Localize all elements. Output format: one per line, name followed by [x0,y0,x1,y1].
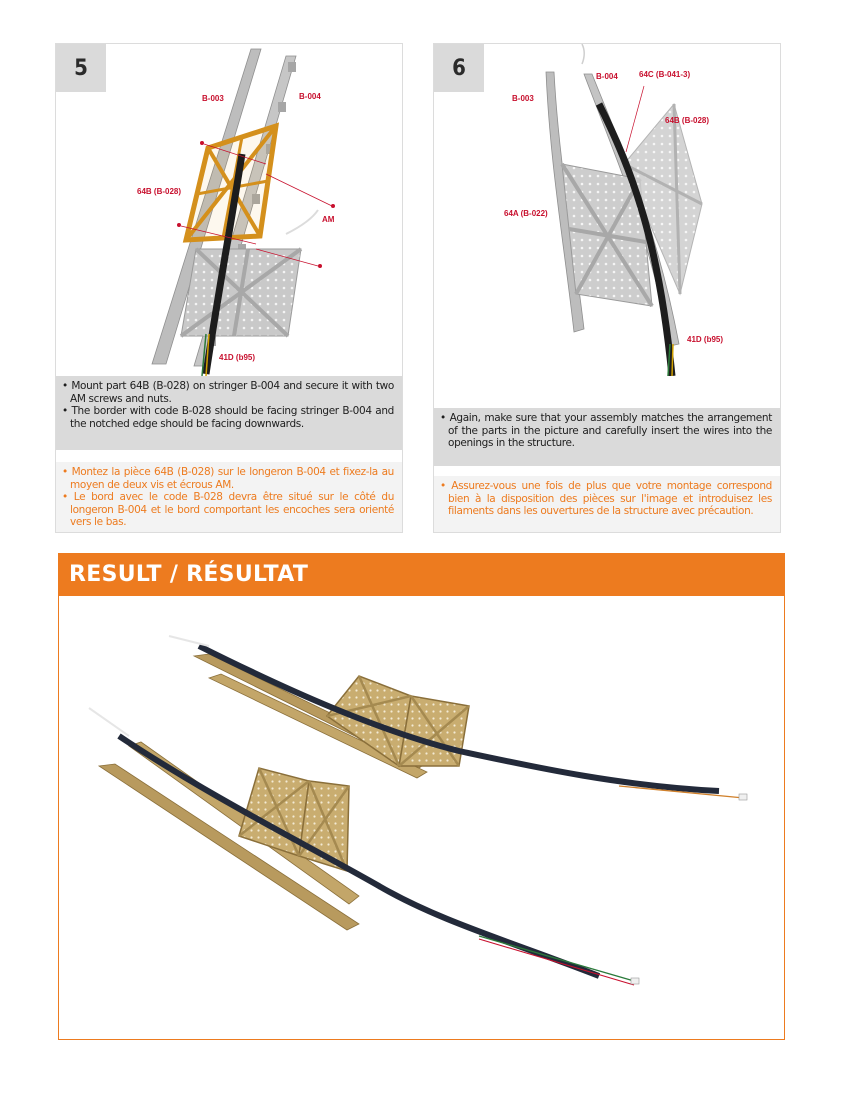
label-b004: B-004 [299,92,321,101]
instruction-fr-2: • Le bord avec le code B-028 devra être situé sur le côté du longeron B-004 et le bord comportant les encoches sera orienté vers le bas. [62,491,394,529]
label-41d: 41D (b95) [219,353,256,362]
instruction-en-2: • The border with code B-028 should be facing stringer B-004 and the notched edge should be facing downwards. [62,405,394,430]
label-41d: 41D (b95) [687,335,724,344]
label-64b: 64B (B-028) [665,116,710,125]
result-illustration [59,596,784,1039]
upper-assembly [169,636,747,800]
step-5-illustration [56,44,402,376]
instructions-en [56,376,402,450]
label-b003: B-003 [202,94,224,103]
step-6-illustration [434,44,780,376]
instructions-en [434,408,780,466]
result-title: RESULT / RÉSULTAT [59,554,784,596]
result-panel [58,553,785,1040]
instruction-fr-1: • Assurez-vous une fois de plus que votre montage correspond bien à la disposition des pièces sur l'image et introduisez les filaments dans les ouvertures de la structure avec précaution. [440,480,772,518]
label-am: AM [322,215,335,224]
step-number: 5 [56,44,106,92]
step-5-panel [55,43,403,533]
instruction-en-1: • Mount part 64B (B-028) on stringer B-004 and secure it with two AM screws and nuts. [62,380,394,405]
label-b004: B-004 [596,72,618,81]
label-b003: B-003 [512,94,534,103]
step-6-panel [433,43,781,533]
step-number: 6 [434,44,484,92]
instructions-fr [434,476,780,532]
instruction-en-1: • Again, make sure that your assembly matches the arrangement of the parts in the picture and carefully insert the wires into the openings in the structure. [440,412,772,450]
label-64b: 64B (B-028) [137,187,182,196]
instructions-fr [56,462,402,532]
label-64a: 64A (B-022) [504,209,548,218]
instruction-fr-1: • Montez la pièce 64B (B-028) sur le longeron B-004 et fixez-la au moyen de deux vis et écrous AM. [62,466,394,491]
label-64c: 64C (B-041-3) [639,70,691,79]
